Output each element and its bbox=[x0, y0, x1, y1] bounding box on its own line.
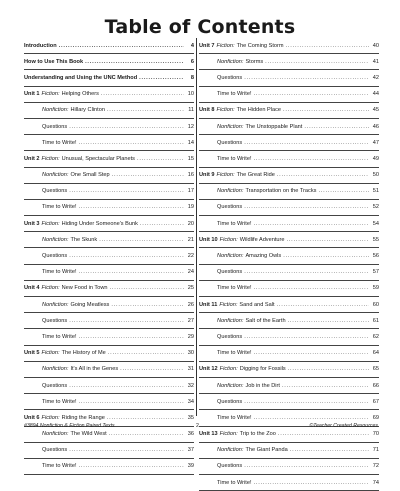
toc-entry-title: The History of Me bbox=[61, 350, 106, 357]
toc-entry-title: Questions bbox=[42, 317, 68, 324]
toc-leader-dots bbox=[85, 59, 184, 65]
toc-page-number: 62 bbox=[372, 333, 379, 340]
toc-entry bbox=[199, 475, 379, 491]
toc-entry-title: Introduction bbox=[24, 42, 57, 49]
toc-page-number: 47 bbox=[372, 139, 379, 146]
toc-entry bbox=[24, 443, 194, 459]
toc-page-number: 40 bbox=[372, 42, 379, 49]
toc-entry-title: Job in the Dirt bbox=[245, 382, 280, 389]
toc-leader-dots bbox=[278, 431, 369, 437]
toc-entry bbox=[24, 38, 194, 54]
toc-leader-dots bbox=[69, 124, 184, 130]
toc-entry bbox=[199, 394, 379, 410]
toc-entry-title: Questions bbox=[42, 188, 68, 195]
toc-genre-label: Nonfiction: bbox=[42, 301, 69, 308]
toc-entry bbox=[199, 168, 379, 184]
toc-entry bbox=[199, 151, 379, 167]
footer-book-title: #3894 Nonfiction & Fiction Paired Texts bbox=[24, 423, 115, 429]
toc-entry-title: The Great Ride bbox=[236, 172, 275, 179]
toc-entry bbox=[199, 378, 379, 394]
toc-page-number: 64 bbox=[372, 350, 379, 357]
toc-leader-dots bbox=[304, 124, 369, 130]
toc-entry-title: Riding the Range bbox=[61, 414, 105, 421]
toc-entry-title: Questions bbox=[217, 463, 243, 470]
toc-unit-label: Unit 3 bbox=[24, 220, 40, 227]
toc-leader-dots bbox=[69, 318, 184, 324]
toc-page-number: 37 bbox=[187, 447, 194, 454]
toc-leader-dots bbox=[139, 75, 184, 81]
toc-entry bbox=[199, 443, 379, 459]
toc-page-number: 10 bbox=[187, 91, 194, 98]
toc-entry bbox=[24, 248, 194, 264]
toc-leader-dots bbox=[283, 253, 369, 259]
toc-genre-label: Fiction: bbox=[219, 431, 238, 438]
toc-page-number: 26 bbox=[187, 301, 194, 308]
toc-leader-dots bbox=[99, 237, 184, 243]
toc-entry bbox=[24, 459, 194, 475]
toc-entry-title: Sand and Salt bbox=[239, 301, 275, 308]
toc-entry bbox=[24, 135, 194, 151]
toc-entry bbox=[199, 281, 379, 297]
toc-column-left bbox=[24, 38, 194, 475]
toc-unit-label: Unit 10 bbox=[199, 236, 218, 243]
toc-leader-dots bbox=[244, 140, 369, 146]
toc-leader-dots bbox=[254, 415, 370, 421]
page-title: Table of Contents bbox=[104, 16, 296, 38]
toc-genre-label: Nonfiction: bbox=[217, 317, 244, 324]
toc-entry bbox=[199, 459, 379, 475]
toc-entry bbox=[24, 168, 194, 184]
toc-entry bbox=[199, 135, 379, 151]
toc-page-number: 69 bbox=[372, 414, 379, 421]
toc-leader-dots bbox=[265, 59, 369, 65]
toc-unit-label: Unit 9 bbox=[199, 172, 215, 179]
toc-entry bbox=[24, 394, 194, 410]
toc-unit-label: Unit 11 bbox=[199, 301, 218, 308]
toc-entry bbox=[24, 281, 194, 297]
toc-genre-label: Fiction: bbox=[216, 42, 235, 49]
toc-genre-label: Nonfiction: bbox=[42, 236, 69, 243]
toc-page-number: 29 bbox=[187, 333, 194, 340]
toc-leader-dots bbox=[79, 334, 185, 340]
toc-genre-label: Nonfiction: bbox=[217, 382, 244, 389]
toc-leader-dots bbox=[283, 107, 369, 113]
toc-entry-title: Questions bbox=[217, 333, 243, 340]
toc-page-number: 59 bbox=[372, 285, 379, 292]
toc-entry bbox=[24, 362, 194, 378]
toc-entry-title: New Food in Town bbox=[61, 285, 108, 292]
toc-unit-label: Unit 8 bbox=[199, 107, 215, 114]
toc-page-number: 31 bbox=[187, 366, 194, 373]
footer-copyright: ©Teacher Created Resources bbox=[309, 423, 378, 429]
toc-genre-label: Fiction: bbox=[216, 107, 235, 114]
toc-genre-label: Nonfiction: bbox=[217, 253, 244, 260]
toc-page-number: 35 bbox=[187, 414, 194, 421]
toc-genre-label: Fiction: bbox=[41, 220, 60, 227]
toc-page-number: 14 bbox=[187, 139, 194, 146]
toc-page-number: 27 bbox=[187, 317, 194, 324]
toc-unit-label: Unit 13 bbox=[199, 431, 218, 438]
toc-leader-dots bbox=[277, 172, 369, 178]
toc-genre-label: Nonfiction: bbox=[217, 447, 244, 454]
toc-leader-dots bbox=[79, 463, 185, 469]
toc-leader-dots bbox=[69, 447, 184, 453]
toc-leader-dots bbox=[69, 253, 184, 259]
toc-page-number: 25 bbox=[187, 285, 194, 292]
toc-leader-dots bbox=[109, 431, 184, 437]
toc-page-number: 50 bbox=[372, 172, 379, 179]
toc-page-number: 41 bbox=[372, 58, 379, 65]
toc-leader-dots bbox=[107, 107, 184, 113]
toc-entry bbox=[199, 346, 379, 362]
toc-entry-title: Hillary Clinton bbox=[70, 107, 105, 114]
toc-entry-title: It's All in the Genes bbox=[70, 366, 119, 373]
toc-genre-label: Fiction: bbox=[41, 414, 60, 421]
toc-page-number: 60 bbox=[372, 301, 379, 308]
toc-page-number: 17 bbox=[187, 188, 194, 195]
toc-entry-title: Questions bbox=[42, 123, 68, 130]
toc-entry-title: Amazing Owls bbox=[245, 253, 282, 260]
toc-entry bbox=[199, 184, 379, 200]
toc-page-number: 34 bbox=[187, 398, 194, 405]
toc-page-number: 74 bbox=[372, 479, 379, 486]
toc-entry-title: Questions bbox=[217, 398, 243, 405]
toc-page-number: 66 bbox=[372, 382, 379, 389]
toc-leader-dots bbox=[244, 269, 369, 275]
toc-entry-title: Understanding and Using the UNC Method bbox=[24, 74, 138, 81]
toc-page-number: 57 bbox=[372, 269, 379, 276]
toc-entry-title: Transportation on the Tracks bbox=[245, 188, 317, 195]
toc-page-number: 16 bbox=[187, 172, 194, 179]
toc-leader-dots bbox=[254, 350, 370, 356]
toc-page-number: 52 bbox=[372, 204, 379, 211]
toc-entry bbox=[24, 297, 194, 313]
toc-page-number: 22 bbox=[187, 253, 194, 260]
toc-genre-label: Fiction: bbox=[219, 301, 238, 308]
toc-entry bbox=[24, 329, 194, 345]
toc-unit-label: Unit 2 bbox=[24, 155, 40, 162]
toc-page-number: 4 bbox=[190, 42, 194, 49]
toc-page-number: 49 bbox=[372, 155, 379, 162]
toc-unit-label: Unit 5 bbox=[24, 350, 40, 357]
toc-leader-dots bbox=[79, 269, 185, 275]
toc-entry bbox=[24, 216, 194, 232]
toc-page-number: 39 bbox=[187, 463, 194, 470]
toc-entry-title: Time to Write! bbox=[217, 91, 252, 98]
toc-page-number: 30 bbox=[187, 350, 194, 357]
toc-entry bbox=[199, 70, 379, 86]
toc-entry bbox=[24, 151, 194, 167]
toc-entry-title: The Coming Storm bbox=[236, 42, 284, 49]
toc-genre-label: Nonfiction: bbox=[42, 107, 69, 114]
toc-entry bbox=[199, 297, 379, 313]
toc-page-number: 20 bbox=[187, 220, 194, 227]
toc-leader-dots bbox=[286, 237, 369, 243]
toc-leader-dots bbox=[120, 366, 184, 372]
toc-leader-dots bbox=[244, 204, 369, 210]
toc-entry bbox=[199, 232, 379, 248]
toc-page-number: 55 bbox=[372, 236, 379, 243]
toc-leader-dots bbox=[79, 399, 185, 405]
toc-entry bbox=[199, 119, 379, 135]
toc-genre-label: Fiction: bbox=[219, 366, 238, 373]
toc-entry-title: Time to Write! bbox=[217, 350, 252, 357]
toc-unit-label: Unit 12 bbox=[199, 366, 218, 373]
toc-entry-title: Time to Write! bbox=[217, 155, 252, 162]
toc-entry-title: Trip to the Zoo bbox=[239, 431, 276, 438]
toc-page-number: 72 bbox=[372, 463, 379, 470]
toc-entry bbox=[24, 184, 194, 200]
toc-leader-dots bbox=[244, 399, 369, 405]
toc-entry-title: Time to Write! bbox=[217, 220, 252, 227]
toc-leader-dots bbox=[244, 75, 369, 81]
toc-entry bbox=[24, 87, 194, 103]
toc-page-number: 19 bbox=[187, 204, 194, 211]
toc-entry bbox=[24, 70, 194, 86]
toc-entry bbox=[24, 200, 194, 216]
toc-leader-dots bbox=[254, 156, 370, 162]
toc-entry-title: Helping Others bbox=[61, 91, 99, 98]
toc-leader-dots bbox=[112, 172, 184, 178]
toc-leader-dots bbox=[59, 43, 184, 49]
toc-leader-dots bbox=[111, 302, 184, 308]
toc-unit-label: Unit 6 bbox=[24, 414, 40, 421]
toc-leader-dots bbox=[288, 318, 369, 324]
toc-entry bbox=[199, 362, 379, 378]
toc-entry-title: The Skunk bbox=[70, 236, 98, 243]
toc-entry-title: Storms bbox=[245, 58, 264, 65]
toc-page-number: 45 bbox=[372, 107, 379, 114]
toc-leader-dots bbox=[69, 383, 184, 389]
toc-leader-dots bbox=[79, 140, 185, 146]
toc-entry bbox=[24, 119, 194, 135]
toc-page-number: 51 bbox=[372, 188, 379, 195]
toc-page-number: 61 bbox=[372, 317, 379, 324]
toc-entry bbox=[24, 232, 194, 248]
toc-leader-dots bbox=[282, 383, 369, 389]
toc-page-number: 21 bbox=[187, 236, 194, 243]
toc-entry bbox=[199, 329, 379, 345]
toc-leader-dots bbox=[254, 480, 370, 486]
toc-entry bbox=[199, 313, 379, 329]
toc-genre-label: Nonfiction: bbox=[217, 123, 244, 130]
toc-page-number: 6 bbox=[190, 58, 194, 65]
toc-entry-title: Questions bbox=[42, 253, 68, 260]
toc-entry-title: Questions bbox=[217, 204, 243, 211]
toc-entry-title: The Hidden Place bbox=[236, 107, 282, 114]
toc-entry bbox=[199, 103, 379, 119]
toc-leader-dots bbox=[318, 188, 369, 194]
toc-entry bbox=[199, 216, 379, 232]
toc-leader-dots bbox=[69, 188, 184, 194]
toc-leader-dots bbox=[254, 221, 370, 227]
toc-entry bbox=[24, 346, 194, 362]
toc-entry-title: Digging for Fossils bbox=[239, 366, 286, 373]
toc-genre-label: Nonfiction: bbox=[217, 58, 244, 65]
toc-entry-title: Questions bbox=[217, 269, 243, 276]
toc-entry-title: Unusual, Spectacular Planets bbox=[61, 155, 135, 162]
toc-leader-dots bbox=[254, 91, 370, 97]
toc-page-number: 24 bbox=[187, 269, 194, 276]
toc-entry bbox=[24, 54, 194, 70]
toc-genre-label: Fiction: bbox=[41, 155, 60, 162]
toc-page-number: 8 bbox=[190, 74, 194, 81]
toc-page-number: 56 bbox=[372, 253, 379, 260]
toc-page-number: 44 bbox=[372, 91, 379, 98]
toc-entry-title: Questions bbox=[42, 447, 68, 454]
toc-entry-title: Time to Write! bbox=[42, 139, 77, 146]
toc-genre-label: Fiction: bbox=[41, 91, 60, 98]
toc-genre-label: Nonfiction: bbox=[42, 366, 69, 373]
toc-entry-title: Time to Write! bbox=[42, 269, 77, 276]
toc-entry bbox=[199, 248, 379, 264]
toc-page-number: 42 bbox=[372, 74, 379, 81]
toc-leader-dots bbox=[286, 43, 369, 49]
toc-page-number: 46 bbox=[372, 123, 379, 130]
toc-entry bbox=[199, 200, 379, 216]
toc-leader-dots bbox=[288, 366, 369, 372]
toc-page-number: 32 bbox=[187, 382, 194, 389]
toc-page-number: 15 bbox=[187, 155, 194, 162]
toc-entry-title: Time to Write! bbox=[217, 285, 252, 292]
toc-leader-dots bbox=[101, 91, 184, 97]
toc-leader-dots bbox=[79, 204, 185, 210]
toc-entry-title: Wildlife Adventure bbox=[239, 236, 285, 243]
toc-genre-label: Nonfiction: bbox=[217, 188, 244, 195]
toc-entry-title: Time to Write! bbox=[42, 463, 77, 470]
toc-leader-dots bbox=[254, 285, 370, 291]
toc-entry bbox=[199, 265, 379, 281]
column-divider bbox=[196, 38, 197, 416]
toc-entry-title: Going Meatless bbox=[70, 301, 110, 308]
toc-entry-title: One Small Step bbox=[70, 172, 110, 179]
toc-genre-label: Fiction: bbox=[41, 285, 60, 292]
toc-leader-dots bbox=[137, 156, 184, 162]
toc-leader-dots bbox=[107, 415, 184, 421]
toc-page-number: 70 bbox=[372, 431, 379, 438]
toc-entry-title: Hiding Under Someone's Bunk bbox=[61, 220, 138, 227]
toc-entry bbox=[199, 38, 379, 54]
toc-page-number: 71 bbox=[372, 447, 379, 454]
toc-entry-title: The Giant Panda bbox=[245, 447, 288, 454]
toc-leader-dots bbox=[244, 334, 369, 340]
toc-page-number: 36 bbox=[187, 431, 194, 438]
footer-page-number: 2 bbox=[196, 423, 199, 429]
toc-unit-label: Unit 4 bbox=[24, 285, 40, 292]
toc-leader-dots bbox=[140, 221, 184, 227]
toc-entry-title: Questions bbox=[217, 74, 243, 81]
toc-entry-title: Time to Write! bbox=[217, 479, 252, 486]
toc-genre-label: Fiction: bbox=[219, 236, 238, 243]
toc-genre-label: Nonfiction: bbox=[42, 172, 69, 179]
toc-unit-label: Unit 7 bbox=[199, 42, 215, 49]
toc-entry-title: The Unstoppable Plant bbox=[245, 123, 303, 130]
toc-entry-title: Questions bbox=[42, 382, 68, 389]
toc-leader-dots bbox=[110, 285, 185, 291]
toc-unit-label: Unit 1 bbox=[24, 91, 40, 98]
toc-leader-dots bbox=[277, 302, 369, 308]
toc-entry-title: How to Use This Book bbox=[24, 58, 84, 65]
toc-entry-title: Time to Write! bbox=[217, 414, 252, 421]
toc-page-number: 11 bbox=[188, 107, 194, 114]
toc-entry bbox=[24, 313, 194, 329]
toc-genre-label: Nonfiction: bbox=[42, 431, 69, 438]
toc-page-number: 67 bbox=[372, 398, 379, 405]
toc-leader-dots bbox=[290, 447, 369, 453]
toc-entry bbox=[24, 265, 194, 281]
toc-entry bbox=[24, 103, 194, 119]
toc-page-number: 54 bbox=[372, 220, 379, 227]
toc-entry-title: Questions bbox=[217, 139, 243, 146]
toc-entry-title: Time to Write! bbox=[42, 398, 77, 405]
toc-leader-dots bbox=[108, 350, 184, 356]
toc-entry-title: Time to Write! bbox=[42, 333, 77, 340]
toc-genre-label: Fiction: bbox=[41, 350, 60, 357]
toc-entry bbox=[24, 378, 194, 394]
toc-leader-dots bbox=[244, 463, 369, 469]
toc-page-number: 12 bbox=[187, 123, 194, 130]
toc-entry bbox=[199, 87, 379, 103]
toc-entry-title: Time to Write! bbox=[42, 204, 77, 211]
toc-page-number: 65 bbox=[372, 366, 379, 373]
toc-genre-label: Fiction: bbox=[216, 172, 235, 179]
toc-entry-title: The Wild West bbox=[70, 431, 107, 438]
toc-entry-title: Salt of the Earth bbox=[245, 317, 286, 324]
toc-entry bbox=[199, 54, 379, 70]
